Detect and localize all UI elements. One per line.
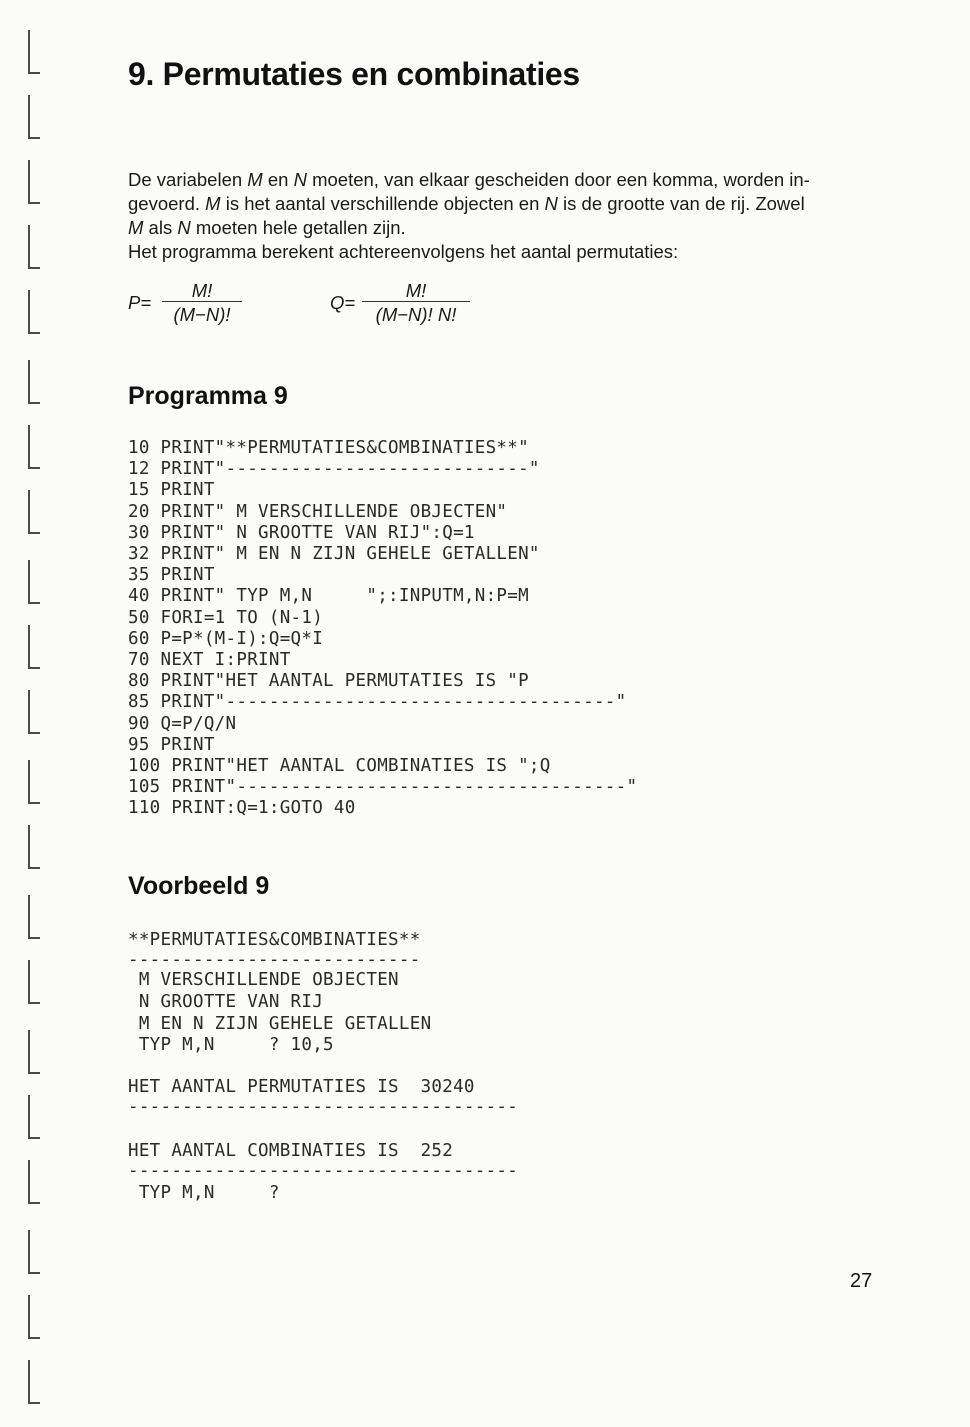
program-heading: Programma 9	[128, 382, 288, 410]
ring-hole-mark	[28, 625, 40, 669]
ring-hole-mark	[28, 95, 40, 139]
code-line: 10 PRINT"**PERMUTATIES&COMBINATIES**"	[128, 438, 529, 458]
ring-hole-mark	[28, 290, 40, 334]
ring-hole-mark	[28, 160, 40, 204]
ring-hole-mark	[28, 1230, 40, 1274]
intro-line: Het programma berekent achtereenvolgens het aantal permutaties:	[128, 241, 679, 262]
code-line: 20 PRINT" M VERSCHILLENDE OBJECTEN"	[128, 501, 508, 522]
program-listing	[128, 438, 637, 820]
ring-hole-mark	[28, 960, 40, 1004]
ring-hole-mark	[28, 1095, 40, 1139]
output-line: M EN N ZIJN GEHELE GETALLEN	[128, 1014, 432, 1034]
output-line: TYP M,N ? 10,5	[128, 1035, 334, 1055]
code-line: 30 PRINT" N GROOTTE VAN RIJ":Q=1	[128, 522, 475, 543]
intro-line: M als N moeten hele getallen zijn.	[128, 217, 406, 238]
ring-hole-mark	[28, 825, 40, 869]
code-line: 35 PRINT	[128, 565, 215, 586]
formula-numerator: M!	[405, 280, 427, 301]
output-line: N GROOTTE VAN RIJ	[128, 992, 324, 1012]
formula-numerator: M!	[191, 280, 213, 301]
output-line: M VERSCHILLENDE OBJECTEN	[128, 970, 399, 990]
formula-denominator: (M−N)! N!	[375, 304, 457, 325]
ring-hole-mark	[28, 490, 40, 534]
ring-hole-mark	[28, 30, 40, 74]
output-line: TYP M,N ?	[128, 1183, 280, 1203]
example-heading: Voorbeeld 9	[128, 872, 270, 900]
output-line: ---------------------------	[128, 950, 421, 970]
intro-line: gevoerd. M is het aantal verschillende objecten en N is de grootte van de rij. Zowel	[128, 193, 805, 214]
page-title: 9. Permutaties en combinaties	[128, 56, 580, 92]
code-line: 85 PRINT"------------------------------------"	[128, 692, 627, 713]
code-line: 60 P=P*(M-I):Q=Q*I	[128, 628, 324, 649]
fraction-bar	[362, 301, 470, 302]
code-line: 105 PRINT"------------------------------------"	[128, 777, 638, 798]
ring-hole-mark	[28, 760, 40, 804]
code-line: 100 PRINT"HET AANTAL COMBINATIES IS ";Q	[128, 756, 551, 777]
code-line: 110 PRINT:Q=1:GOTO 40	[128, 798, 356, 819]
code-line: 40 PRINT" TYP M,N ";:INPUTM,N:P=M	[128, 586, 529, 607]
code-line: 15 PRINT	[128, 480, 215, 501]
ring-hole-mark	[28, 425, 40, 469]
binder-ring-holes	[0, 0, 60, 1427]
fraction-bar	[162, 301, 242, 302]
output-line: ------------------------------------	[128, 1161, 519, 1181]
output-line: **PERMUTATIES&COMBINATIES**	[128, 930, 421, 950]
code-line: 70 NEXT I:PRINT	[128, 650, 291, 671]
output-line: HET AANTAL PERMUTATIES IS 30240	[128, 1077, 475, 1097]
formula-lhs: Q=	[330, 292, 356, 313]
ring-hole-mark	[28, 560, 40, 604]
code-line: 50 FORI=1 TO (N-1)	[128, 607, 324, 628]
ring-hole-mark	[28, 360, 40, 404]
output-line: ------------------------------------	[128, 1097, 519, 1117]
ring-hole-mark	[28, 895, 40, 939]
ring-hole-mark	[28, 1360, 40, 1404]
page-number: 27	[850, 1270, 873, 1292]
code-line: 95 PRINT	[128, 734, 215, 755]
code-line: 90 Q=P/Q/N	[128, 713, 237, 734]
intro-paragraph	[128, 168, 888, 264]
ring-hole-mark	[28, 1160, 40, 1204]
code-line: 80 PRINT"HET AANTAL PERMUTATIES IS "P	[128, 671, 529, 692]
ring-hole-mark	[28, 225, 40, 269]
ring-hole-mark	[28, 690, 40, 734]
code-line: 32 PRINT" M EN N ZIJN GEHELE GETALLEN"	[128, 544, 540, 565]
formula-denominator: (M−N)!	[173, 304, 231, 325]
intro-line: De variabelen M en N moeten, van elkaar gescheiden door een komma, worden in-	[128, 169, 810, 190]
output-line: HET AANTAL COMBINATIES IS 252	[128, 1141, 454, 1161]
ring-hole-mark	[28, 1295, 40, 1339]
formula-lhs: P=	[128, 292, 152, 313]
code-line: 12 PRINT"----------------------------"	[128, 459, 540, 480]
ring-hole-mark	[28, 1030, 40, 1074]
